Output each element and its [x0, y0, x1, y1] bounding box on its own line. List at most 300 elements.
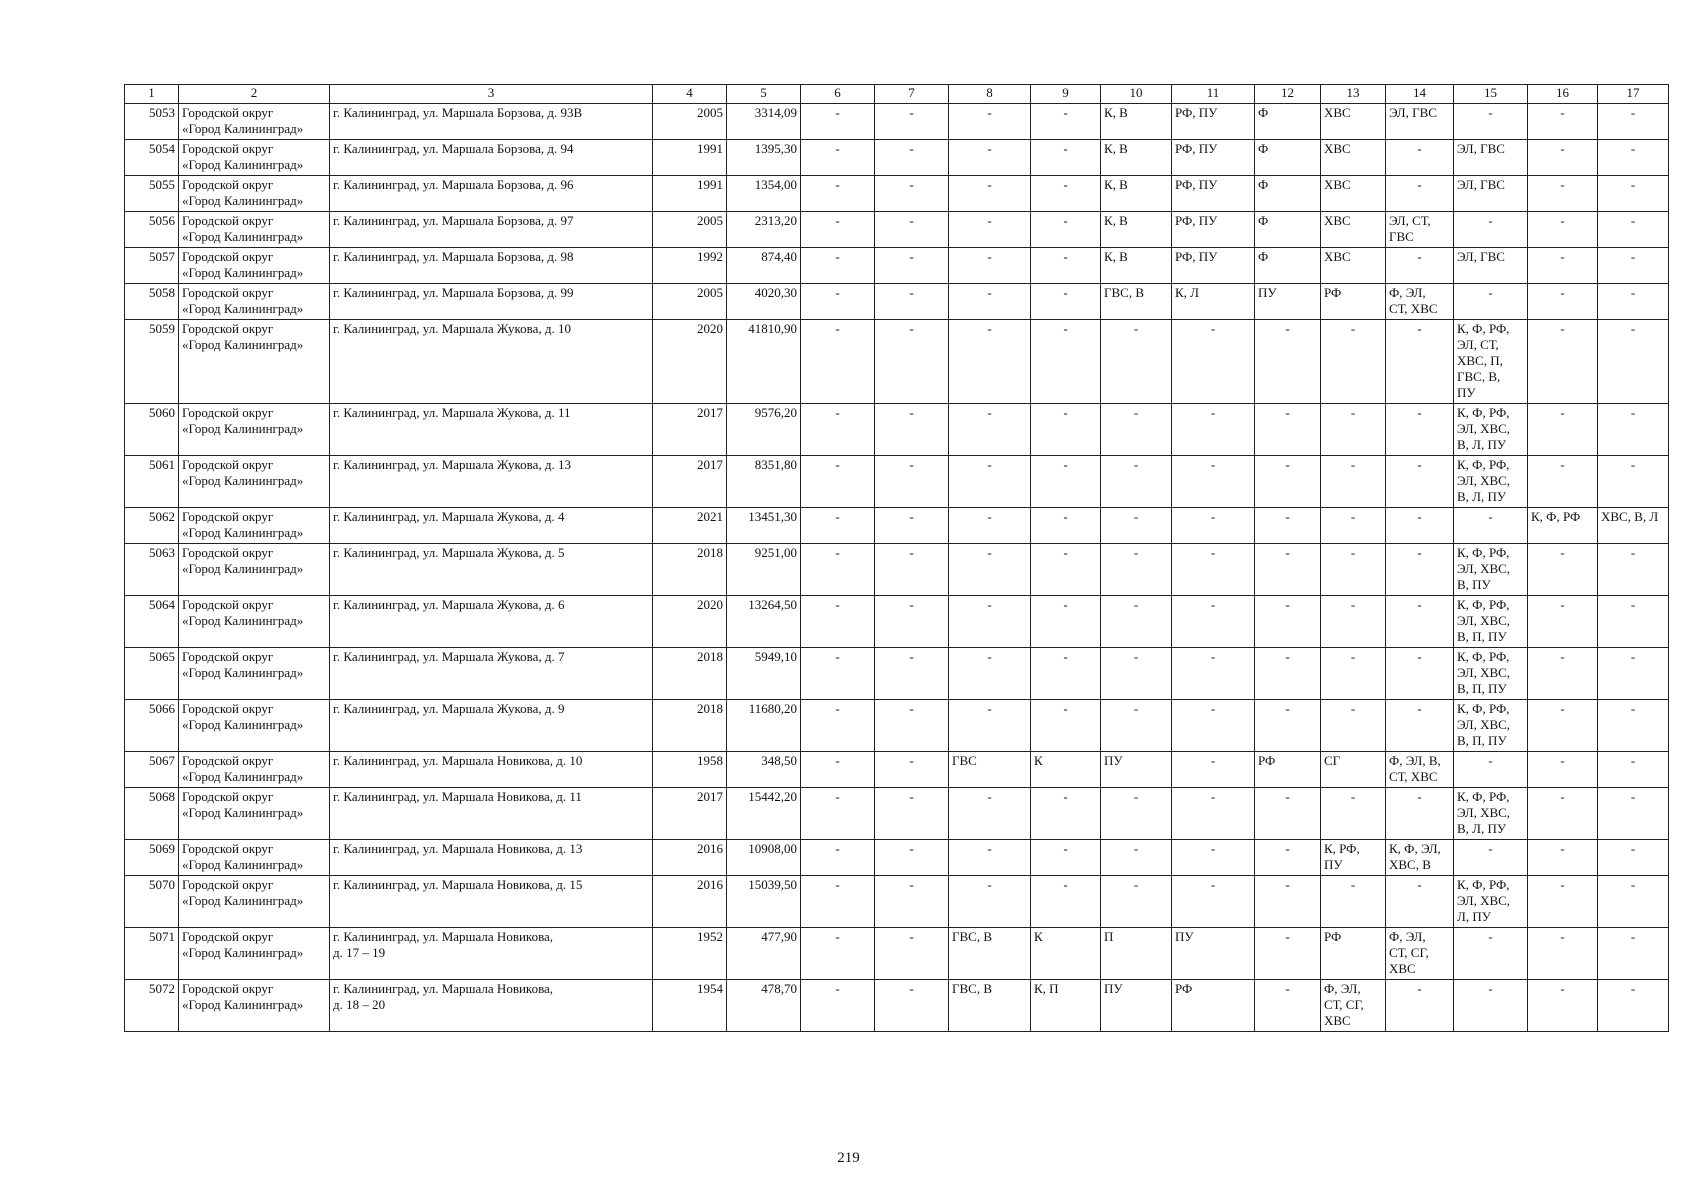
table-cell: Городской округ «Город Калининград»	[179, 876, 330, 928]
table-cell: К, РФ, ПУ	[1321, 840, 1386, 876]
table-cell: -	[1321, 788, 1386, 840]
table-cell: 5063	[125, 544, 179, 596]
table-cell: г. Калининград, ул. Маршала Борзова, д. 98	[330, 248, 653, 284]
table-cell: -	[1528, 544, 1598, 596]
table-cell: -	[1598, 248, 1669, 284]
table-cell: г. Калининград, ул. Маршала Новикова, д. 11	[330, 788, 653, 840]
table-cell: -	[875, 980, 949, 1032]
table-cell: г. Калининград, ул. Маршала Борзова, д. 94	[330, 140, 653, 176]
table-cell: -	[1101, 456, 1172, 508]
table-cell: ЭЛ, ГВС	[1454, 176, 1528, 212]
table-cell: К, Ф, РФ, ЭЛ, СТ, ХВС, П, ГВС, В, ПУ	[1454, 320, 1528, 404]
table-cell: 5069	[125, 840, 179, 876]
table-cell: -	[1031, 544, 1101, 596]
table-cell: -	[949, 320, 1031, 404]
table-cell: Городской округ «Город Калининград»	[179, 840, 330, 876]
table-cell: -	[875, 508, 949, 544]
table-cell: -	[801, 404, 875, 456]
column-header: 5	[727, 85, 801, 104]
table-header	[125, 85, 1669, 104]
table-cell: г. Калининград, ул. Маршала Жукова, д. 6	[330, 596, 653, 648]
table-cell: -	[1598, 928, 1669, 980]
table-cell: 15442,20	[727, 788, 801, 840]
column-header: 2	[179, 85, 330, 104]
table-cell: 2018	[653, 648, 727, 700]
table-cell: -	[1321, 876, 1386, 928]
table-cell: -	[1101, 508, 1172, 544]
table-cell: -	[1321, 700, 1386, 752]
table-cell: -	[1255, 876, 1321, 928]
table-cell: -	[1528, 140, 1598, 176]
table-cell: -	[1598, 284, 1669, 320]
table-cell: -	[801, 648, 875, 700]
table-cell: -	[1454, 752, 1528, 788]
table-cell: -	[949, 212, 1031, 248]
table-cell: Ф, ЭЛ, СТ, СГ, ХВС	[1321, 980, 1386, 1032]
table-row	[125, 544, 1669, 596]
table-cell: РФ	[1172, 980, 1255, 1032]
table-cell: 2005	[653, 284, 727, 320]
table-cell: 10908,00	[727, 840, 801, 876]
table-cell: ГВС, В	[1101, 284, 1172, 320]
table-cell: -	[1598, 648, 1669, 700]
table-cell: -	[875, 456, 949, 508]
table-cell: -	[875, 752, 949, 788]
table-cell: РФ, ПУ	[1172, 104, 1255, 140]
table-cell: -	[1386, 876, 1454, 928]
table-cell: -	[875, 788, 949, 840]
table-cell: -	[949, 456, 1031, 508]
table-cell: г. Калининград, ул. Маршала Жукова, д. 11	[330, 404, 653, 456]
table-cell: 5949,10	[727, 648, 801, 700]
table-cell: Городской округ «Город Калининград»	[179, 140, 330, 176]
table-cell: -	[1598, 176, 1669, 212]
table-cell: -	[1386, 700, 1454, 752]
table-cell: -	[1255, 320, 1321, 404]
column-header: 8	[949, 85, 1031, 104]
table-cell: -	[1528, 248, 1598, 284]
table-cell: К, Ф, РФ, ЭЛ, ХВС, В, П, ПУ	[1454, 648, 1528, 700]
table-cell: Городской округ «Город Калининград»	[179, 544, 330, 596]
table-cell: г. Калининград, ул. Маршала Жукова, д. 13	[330, 456, 653, 508]
table-cell: -	[1031, 176, 1101, 212]
table-cell: 5055	[125, 176, 179, 212]
table-cell: К	[1031, 752, 1101, 788]
table-cell: -	[1386, 320, 1454, 404]
table-cell: -	[1255, 648, 1321, 700]
table-cell: -	[801, 320, 875, 404]
table-cell: 5065	[125, 648, 179, 700]
table-cell: Ф	[1255, 140, 1321, 176]
table-cell: 2005	[653, 104, 727, 140]
table-cell: 1354,00	[727, 176, 801, 212]
table-cell: г. Калининград, ул. Маршала Новикова, д. 13	[330, 840, 653, 876]
table-cell: -	[949, 404, 1031, 456]
table-cell: ХВС	[1321, 176, 1386, 212]
table-cell: К, Ф, РФ, ЭЛ, ХВС, В, П, ПУ	[1454, 700, 1528, 752]
table-cell: г. Калининград, ул. Маршала Новикова, д. 18 – 20	[330, 980, 653, 1032]
table-cell: П	[1101, 928, 1172, 980]
table-cell: г. Калининград, ул. Маршала Новикова, д. 15	[330, 876, 653, 928]
table-cell: -	[1386, 456, 1454, 508]
table-cell: -	[949, 284, 1031, 320]
table-cell: -	[1386, 508, 1454, 544]
table-cell: -	[1321, 544, 1386, 596]
table-cell: 8351,80	[727, 456, 801, 508]
column-header: 3	[330, 85, 653, 104]
table-cell: 2017	[653, 456, 727, 508]
table-cell: 5053	[125, 104, 179, 140]
table-cell: ПУ	[1101, 752, 1172, 788]
table-cell: -	[1101, 648, 1172, 700]
housing-register-table	[124, 84, 1669, 1032]
table-cell: ПУ	[1255, 284, 1321, 320]
table-cell: -	[949, 140, 1031, 176]
table-cell: -	[1598, 700, 1669, 752]
table-cell: -	[801, 140, 875, 176]
table-cell: -	[875, 700, 949, 752]
table-cell: 5054	[125, 140, 179, 176]
table-cell: -	[1598, 752, 1669, 788]
table-cell: -	[1528, 980, 1598, 1032]
table-cell: 874,40	[727, 248, 801, 284]
table-cell: К, В	[1101, 248, 1172, 284]
table-cell: 11680,20	[727, 700, 801, 752]
table-cell: -	[1101, 700, 1172, 752]
table-cell: -	[1031, 700, 1101, 752]
table-cell: -	[875, 104, 949, 140]
table-cell: -	[1454, 840, 1528, 876]
table-cell: 1991	[653, 176, 727, 212]
table-row	[125, 140, 1669, 176]
table-cell: ЭЛ, ГВС	[1454, 248, 1528, 284]
column-header: 9	[1031, 85, 1101, 104]
table-cell: 5066	[125, 700, 179, 752]
table-row	[125, 596, 1669, 648]
table-cell: -	[1321, 648, 1386, 700]
table-cell: 5070	[125, 876, 179, 928]
table-cell: 2018	[653, 544, 727, 596]
table-cell: Городской округ «Город Калининград»	[179, 176, 330, 212]
table-cell: 5071	[125, 928, 179, 980]
table-cell: ГВС, В	[949, 928, 1031, 980]
table-cell: 2313,20	[727, 212, 801, 248]
table-cell: -	[875, 284, 949, 320]
table-cell: -	[1598, 212, 1669, 248]
table-cell: 2017	[653, 404, 727, 456]
table-cell: Городской округ «Город Калининград»	[179, 284, 330, 320]
table-cell: 5058	[125, 284, 179, 320]
table-cell: -	[801, 752, 875, 788]
table-cell: -	[1528, 648, 1598, 700]
table-cell: -	[1101, 544, 1172, 596]
table-cell: -	[1031, 140, 1101, 176]
table-cell: Городской округ «Город Калининград»	[179, 404, 330, 456]
table-cell: -	[1255, 508, 1321, 544]
table-cell: 5061	[125, 456, 179, 508]
table-cell: 5057	[125, 248, 179, 284]
table-cell: -	[1454, 508, 1528, 544]
table-cell: К, Ф, РФ, ЭЛ, ХВС, В, Л, ПУ	[1454, 456, 1528, 508]
table-cell: 5062	[125, 508, 179, 544]
table-cell: -	[1528, 212, 1598, 248]
column-header: 17	[1598, 85, 1669, 104]
table-cell: Городской округ «Город Калининград»	[179, 788, 330, 840]
table-cell: 13451,30	[727, 508, 801, 544]
table-cell: г. Калининград, ул. Маршала Новикова, д. 10	[330, 752, 653, 788]
table-cell: -	[1528, 928, 1598, 980]
table-cell: 5064	[125, 596, 179, 648]
table-cell: 1992	[653, 248, 727, 284]
table-cell: Городской округ «Город Калининград»	[179, 248, 330, 284]
table-cell: -	[1528, 788, 1598, 840]
table-cell: -	[1172, 404, 1255, 456]
table-row	[125, 104, 1669, 140]
table-cell: -	[875, 320, 949, 404]
header-row	[125, 85, 1669, 104]
table-cell: -	[1031, 648, 1101, 700]
table-cell: 477,90	[727, 928, 801, 980]
table-cell: К, Ф, РФ, ЭЛ, ХВС, В, Л, ПУ	[1454, 404, 1528, 456]
table-cell: -	[1386, 404, 1454, 456]
table-cell: -	[801, 788, 875, 840]
table-cell: Городской округ «Город Калининград»	[179, 648, 330, 700]
table-cell: -	[875, 140, 949, 176]
table-cell: ПУ	[1172, 928, 1255, 980]
table-cell: -	[1101, 876, 1172, 928]
table-cell: ГВС, В	[949, 980, 1031, 1032]
table-cell: 3314,09	[727, 104, 801, 140]
table-cell: К, П	[1031, 980, 1101, 1032]
table-cell: -	[1598, 596, 1669, 648]
table-cell: 4020,30	[727, 284, 801, 320]
table-cell: ХВС	[1321, 104, 1386, 140]
table-cell: -	[1031, 508, 1101, 544]
table-cell: Городской округ «Город Калининград»	[179, 456, 330, 508]
table-cell: Ф, ЭЛ, СТ, СГ, ХВС	[1386, 928, 1454, 980]
table-cell: 1395,30	[727, 140, 801, 176]
table-cell: Городской округ «Город Калининград»	[179, 928, 330, 980]
table-cell: РФ, ПУ	[1172, 248, 1255, 284]
table-cell: 2018	[653, 700, 727, 752]
table-cell: ГВС	[949, 752, 1031, 788]
table-cell: -	[1031, 104, 1101, 140]
table-cell: -	[801, 456, 875, 508]
table-cell: -	[1598, 544, 1669, 596]
table-row	[125, 456, 1669, 508]
table-cell: Городской округ «Город Калининград»	[179, 104, 330, 140]
table-cell: 15039,50	[727, 876, 801, 928]
table-cell: Ф	[1255, 212, 1321, 248]
table-cell: К	[1031, 928, 1101, 980]
table-cell: РФ	[1255, 752, 1321, 788]
table-cell: 2016	[653, 876, 727, 928]
table-cell: -	[1454, 928, 1528, 980]
table-cell: -	[875, 840, 949, 876]
table-cell: -	[949, 176, 1031, 212]
table-cell: -	[1454, 284, 1528, 320]
table-cell: -	[1528, 404, 1598, 456]
table-cell: -	[1031, 320, 1101, 404]
table-cell: -	[875, 648, 949, 700]
column-header: 11	[1172, 85, 1255, 104]
table-row	[125, 752, 1669, 788]
table-cell: 41810,90	[727, 320, 801, 404]
table-cell: -	[1386, 648, 1454, 700]
table-cell: 5068	[125, 788, 179, 840]
table-cell: Ф	[1255, 248, 1321, 284]
table-cell: -	[1101, 788, 1172, 840]
table-cell: 5072	[125, 980, 179, 1032]
table-cell: -	[1031, 876, 1101, 928]
table-cell: К, В	[1101, 212, 1172, 248]
table-cell: -	[1255, 700, 1321, 752]
table-cell: -	[1454, 212, 1528, 248]
table-cell: -	[1255, 404, 1321, 456]
table-cell: -	[949, 248, 1031, 284]
table-cell: -	[949, 700, 1031, 752]
table-cell: К, Ф, ЭЛ, ХВС, В	[1386, 840, 1454, 876]
table-cell: К, Ф, РФ, ЭЛ, ХВС, В, ПУ	[1454, 544, 1528, 596]
table-cell: -	[949, 648, 1031, 700]
table-cell: -	[875, 596, 949, 648]
table-cell: -	[1386, 544, 1454, 596]
table-cell: Городской округ «Город Калининград»	[179, 212, 330, 248]
table-cell: -	[949, 876, 1031, 928]
table-cell: -	[1386, 596, 1454, 648]
table-cell: -	[949, 104, 1031, 140]
table-cell: -	[801, 876, 875, 928]
column-header: 6	[801, 85, 875, 104]
table-cell: -	[1598, 876, 1669, 928]
table-row	[125, 928, 1669, 980]
table-cell: РФ, ПУ	[1172, 212, 1255, 248]
table-cell: РФ	[1321, 928, 1386, 980]
table-cell: -	[1598, 788, 1669, 840]
table-cell: СГ	[1321, 752, 1386, 788]
column-header: 16	[1528, 85, 1598, 104]
table-cell: -	[1172, 700, 1255, 752]
table-row	[125, 648, 1669, 700]
table-cell: -	[875, 176, 949, 212]
table-cell: ХВС	[1321, 248, 1386, 284]
table-cell: 9251,00	[727, 544, 801, 596]
table-cell: -	[875, 928, 949, 980]
table-cell: ХВС	[1321, 212, 1386, 248]
table-cell: -	[801, 840, 875, 876]
table-cell: К, Ф, РФ, ЭЛ, ХВС, В, П, ПУ	[1454, 596, 1528, 648]
table-row	[125, 876, 1669, 928]
table-cell: ХВС, В, Л	[1598, 508, 1669, 544]
table-cell: -	[1031, 284, 1101, 320]
table-cell: -	[801, 212, 875, 248]
table-cell: -	[1031, 788, 1101, 840]
table-cell: -	[801, 700, 875, 752]
column-header: 10	[1101, 85, 1172, 104]
table-cell: ЭЛ, ГВС	[1454, 140, 1528, 176]
table-cell: -	[1528, 876, 1598, 928]
table-cell: -	[1528, 104, 1598, 140]
table-cell: г. Калининград, ул. Маршала Борзова, д. 97	[330, 212, 653, 248]
table-cell: К, В	[1101, 176, 1172, 212]
table-cell: Городской округ «Город Калининград»	[179, 752, 330, 788]
table-cell: г. Калининград, ул. Маршала Жукова, д. 7	[330, 648, 653, 700]
table-cell: -	[1386, 140, 1454, 176]
table-cell: -	[1598, 140, 1669, 176]
table-cell: -	[1321, 404, 1386, 456]
table-cell: -	[1255, 596, 1321, 648]
table-cell: -	[801, 104, 875, 140]
table-cell: Ф, ЭЛ, В, СТ, ХВС	[1386, 752, 1454, 788]
column-header: 4	[653, 85, 727, 104]
table-cell: -	[1255, 840, 1321, 876]
table-cell: -	[1172, 876, 1255, 928]
table-cell: -	[1172, 320, 1255, 404]
table-cell: 5059	[125, 320, 179, 404]
table-cell: -	[949, 788, 1031, 840]
table-cell: -	[1172, 544, 1255, 596]
table-cell: 2016	[653, 840, 727, 876]
table-cell: г. Калининград, ул. Маршала Жукова, д. 4	[330, 508, 653, 544]
table-cell: -	[1172, 788, 1255, 840]
table-cell: -	[1454, 104, 1528, 140]
table-cell: Городской округ «Город Калининград»	[179, 596, 330, 648]
table-cell: -	[1031, 840, 1101, 876]
table-cell: -	[1255, 788, 1321, 840]
table-cell: -	[1101, 596, 1172, 648]
table-cell: -	[1172, 752, 1255, 788]
table-cell: -	[1454, 980, 1528, 1032]
table-cell: -	[1172, 596, 1255, 648]
column-header: 15	[1454, 85, 1528, 104]
table-cell: -	[1321, 320, 1386, 404]
table-cell: -	[875, 212, 949, 248]
table-cell: г. Калининград, ул. Маршала Жукова, д. 10	[330, 320, 653, 404]
table-cell: г. Калининград, ул. Маршала Борзова, д. 96	[330, 176, 653, 212]
table-cell: 2017	[653, 788, 727, 840]
table-cell: г. Калининград, ул. Маршала Жукова, д. 5	[330, 544, 653, 596]
table-cell: -	[1528, 284, 1598, 320]
table-cell: -	[1031, 596, 1101, 648]
table-cell: -	[1528, 752, 1598, 788]
table-row	[125, 248, 1669, 284]
table-body	[125, 104, 1669, 1032]
table-cell: -	[949, 508, 1031, 544]
table-cell: ЭЛ, СТ, ГВС	[1386, 212, 1454, 248]
table-cell: г. Калининград, ул. Маршала Новикова, д. 17 – 19	[330, 928, 653, 980]
table-cell: -	[1598, 980, 1669, 1032]
column-header: 12	[1255, 85, 1321, 104]
table-row	[125, 320, 1669, 404]
table-cell: -	[1255, 980, 1321, 1032]
table-cell: -	[875, 404, 949, 456]
table-cell: Городской округ «Город Калининград»	[179, 320, 330, 404]
table-cell: -	[801, 544, 875, 596]
table-cell: 1958	[653, 752, 727, 788]
table-cell: К, В	[1101, 140, 1172, 176]
table-cell: -	[801, 248, 875, 284]
table-cell: 1954	[653, 980, 727, 1032]
table-cell: 1991	[653, 140, 727, 176]
table-cell: -	[1031, 404, 1101, 456]
table-row	[125, 700, 1669, 752]
table-cell: -	[801, 508, 875, 544]
table-cell: -	[1255, 928, 1321, 980]
table-cell: -	[801, 596, 875, 648]
table-cell: Ф	[1255, 176, 1321, 212]
column-header: 1	[125, 85, 179, 104]
table-cell: -	[1321, 456, 1386, 508]
